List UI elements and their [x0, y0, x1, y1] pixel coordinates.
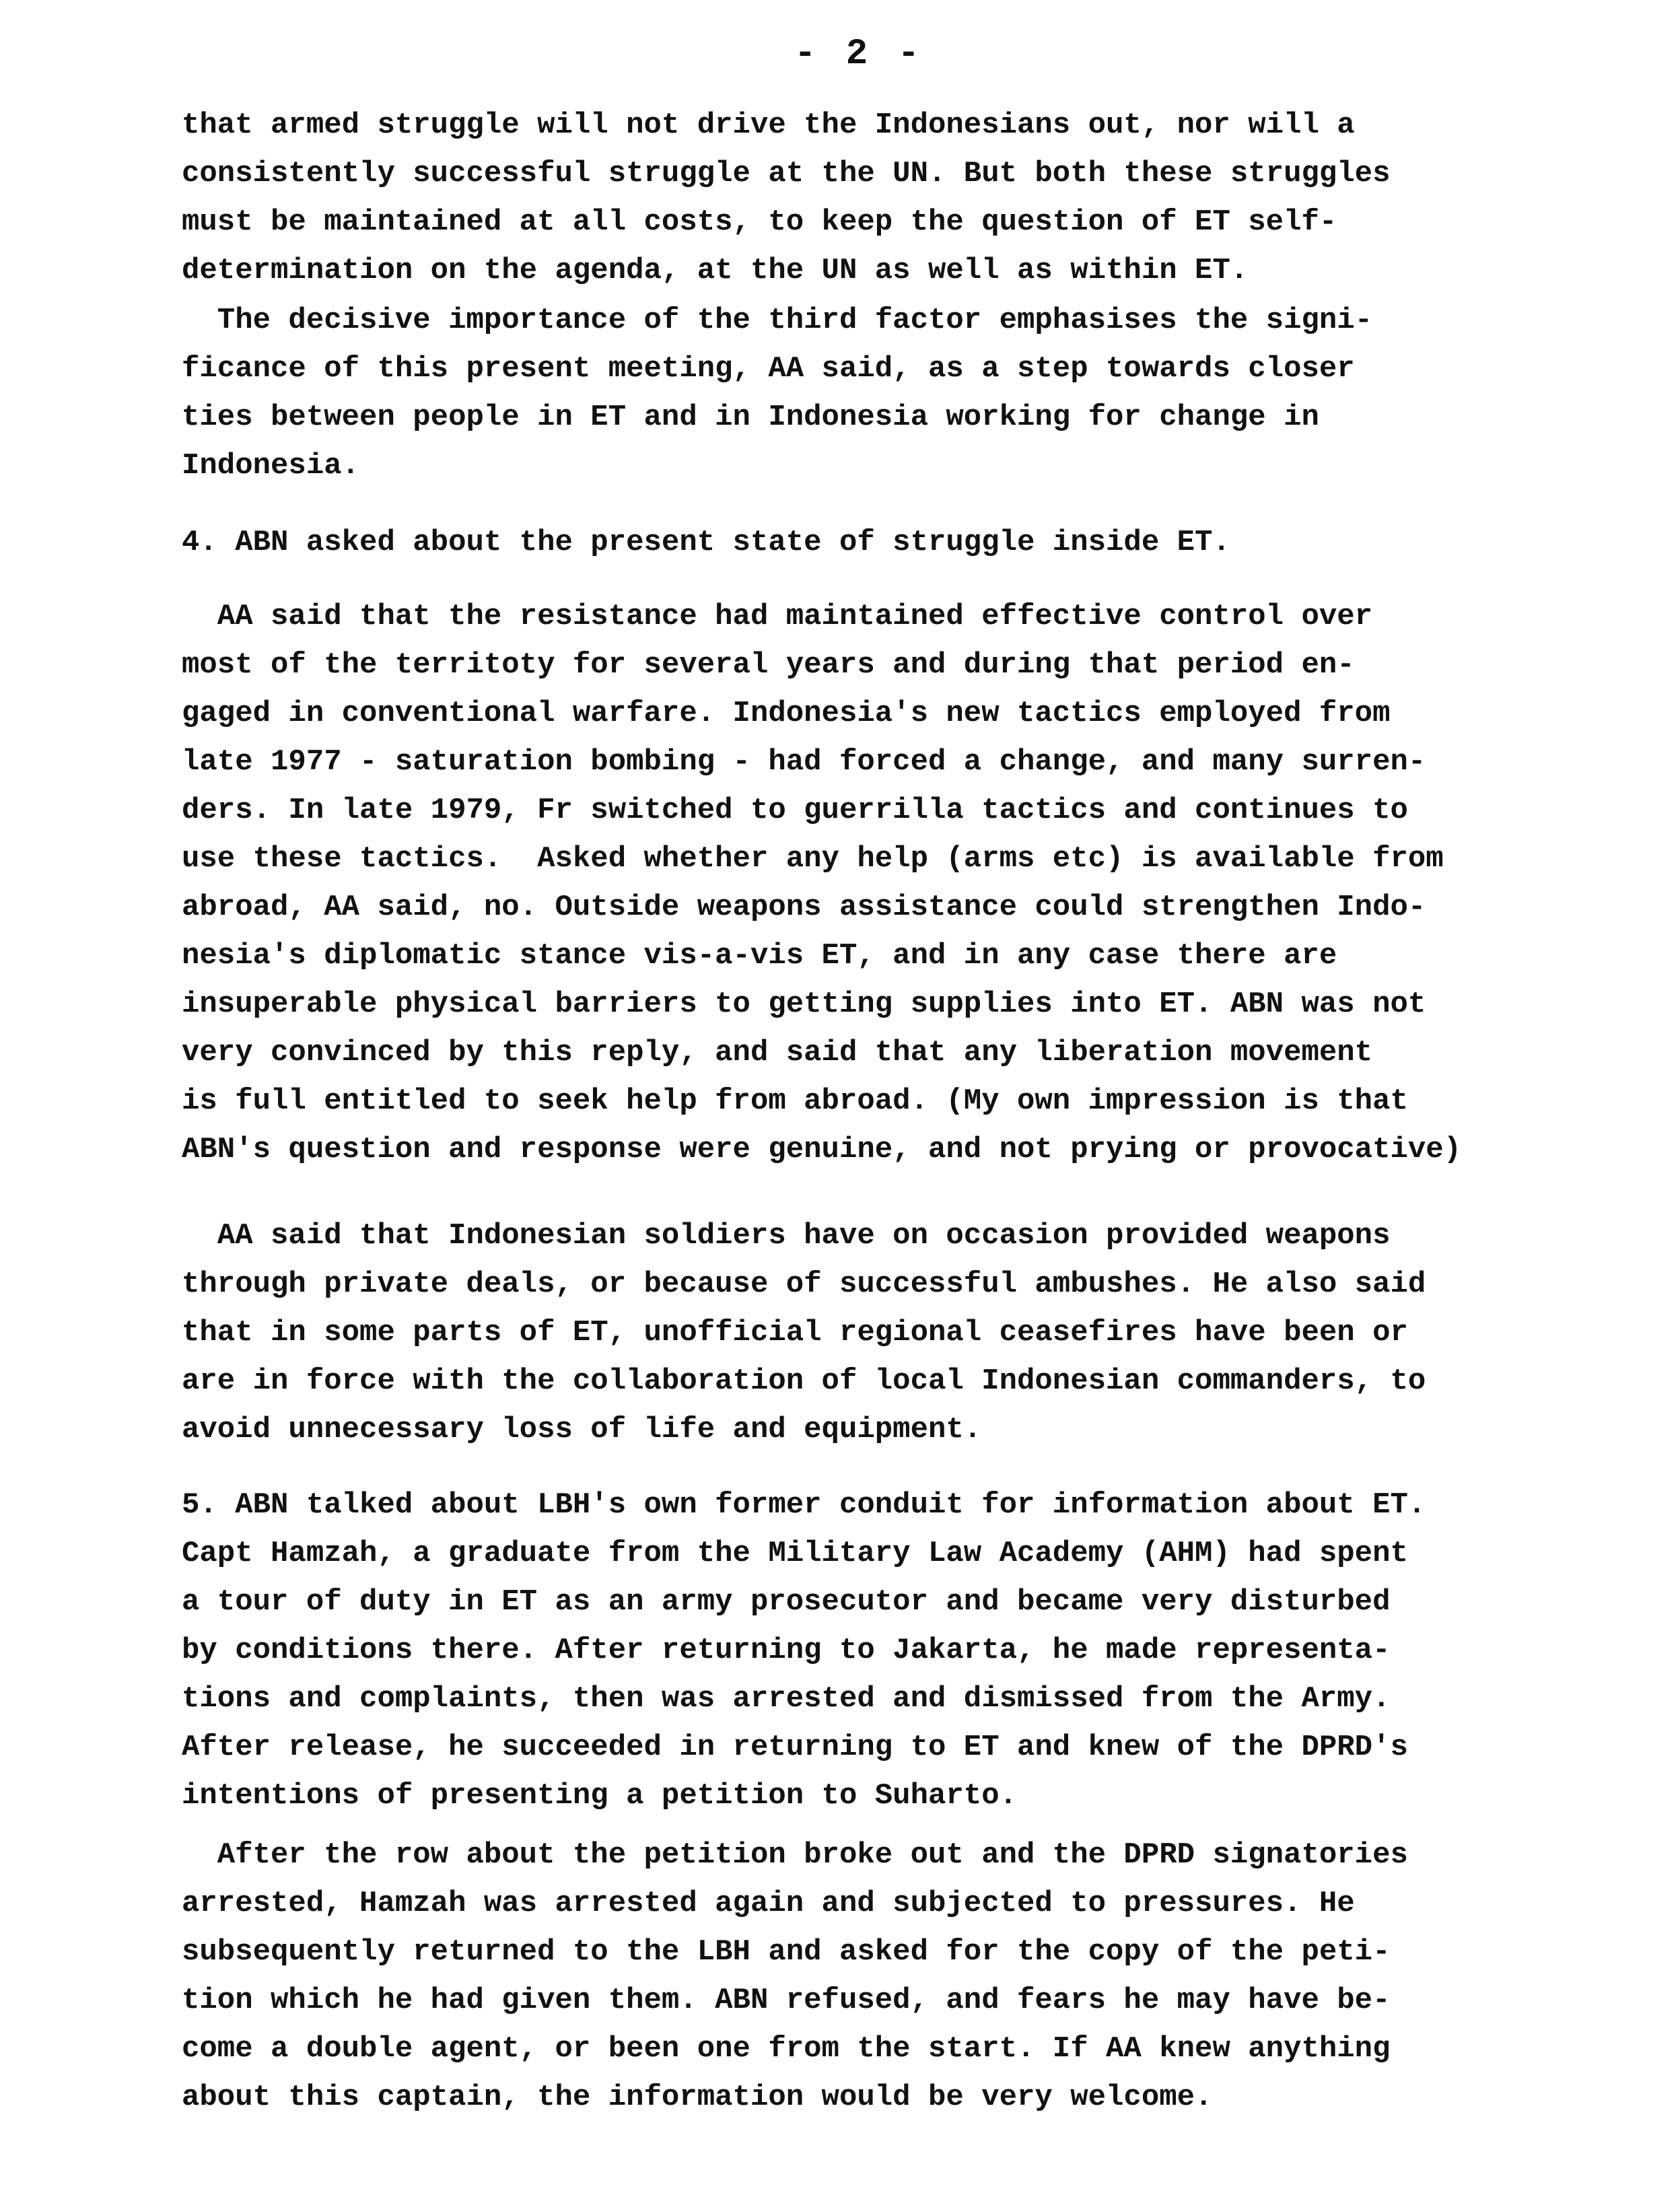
paragraph-third-factor [182, 296, 1649, 490]
text-line: ders. In late 1979, Fr switched to guerrilla tactics and continues to [182, 794, 1408, 827]
text-line: The decisive importance of the third factor emphasises the signi- [182, 304, 1373, 337]
text-line: intentions of presenting a petition to Suharto. [182, 1779, 1018, 1813]
text-line: avoid unnecessary loss of life and equipment. [182, 1413, 982, 1446]
text-line: consistently successful struggle at the UN. But both these struggles [182, 157, 1391, 190]
paragraph-continuation [182, 101, 1649, 295]
text-line: AA said that the resistance had maintained effective control over [182, 600, 1373, 633]
text-line: ficance of this present meeting, AA said, as a step towards closer [182, 352, 1355, 386]
paragraph-petition [182, 1831, 1649, 2122]
text-line: use these tactics. Asked whether any help (arms etc) is available from [182, 842, 1444, 876]
text-line: through private deals, or because of successful ambushes. He also said [182, 1267, 1426, 1301]
text-line: AA said that Indonesian soldiers have on occasion provided weapons [182, 1219, 1391, 1253]
text-line: Capt Hamzah, a graduate from the Military Law Academy (AHM) had spent [182, 1537, 1408, 1570]
text-line: are in force with the collaboration of local Indonesian commanders, to [182, 1364, 1426, 1398]
paragraph-item-5 [182, 1481, 1649, 1820]
text-line: very convinced by this reply, and said that any liberation movement [182, 1036, 1373, 1070]
text-line: tions and complaints, then was arrested and dismissed from the Army. [182, 1682, 1391, 1716]
text-line: After release, he succeeded in returning to ET and knew of the DPRD's [182, 1731, 1408, 1764]
text-line: nesia's diplomatic stance vis-a-vis ET, and in any case there are [182, 939, 1337, 973]
text-line: insuperable physical barriers to getting supplies into ET. ABN was not [182, 987, 1426, 1021]
text-line: Indonesia. [182, 449, 360, 483]
text-line: tion which he had given them. ABN refused, and fears he may have be- [182, 1984, 1391, 2017]
text-line: After the row about the petition broke out and the DPRD signatories [182, 1838, 1408, 1872]
text-line: about this captain, the information would be very welcome. [182, 2081, 1213, 2114]
text-line: subsequently returned to the LBH and asked for the copy of the peti- [182, 1935, 1391, 1969]
text-line: is full entitled to seek help from abroad. (My own impression is that [182, 1084, 1408, 1118]
paragraph-weapons [182, 1212, 1649, 1454]
text-line: late 1977 - saturation bombing - had forced a change, and many surren- [182, 745, 1426, 779]
page-number: - 2 - [794, 34, 924, 75]
text-line: ties between people in ET and in Indonesia working for change in [182, 400, 1319, 434]
text-line: 4. ABN asked about the present state of struggle inside ET. [182, 526, 1230, 559]
text-line: determination on the agenda, at the UN as well as within ET. [182, 254, 1249, 287]
text-line: most of the territoty for several years and during that period en- [182, 648, 1355, 682]
paragraph-item-4 [182, 518, 1649, 567]
text-line: ABN's question and response were genuine, and not prying or provocative) [182, 1133, 1462, 1166]
text-line: arrested, Hamzah was arrested again and subjected to pressures. He [182, 1887, 1355, 1920]
text-line: that in some parts of ET, unofficial regional ceasefires have been or [182, 1316, 1408, 1350]
text-line: abroad, AA said, no. Outside weapons assistance could strengthen Indo- [182, 890, 1426, 924]
text-line: must be maintained at all costs, to keep the question of ET self- [182, 205, 1337, 239]
text-line: come a double agent, or been one from the start. If AA knew anything [182, 2032, 1391, 2066]
paragraph-resistance [182, 592, 1649, 1174]
text-line: by conditions there. After returning to Jakarta, he made representa- [182, 1634, 1391, 1667]
text-line: 5. ABN talked about LBH's own former conduit for information about ET. [182, 1488, 1426, 1522]
text-line: a tour of duty in ET as an army prosecutor and became very disturbed [182, 1585, 1391, 1619]
text-line: that armed struggle will not drive the Indonesians out, nor will a [182, 108, 1355, 142]
text-line: gaged in conventional warfare. Indonesia's new tactics employed from [182, 697, 1391, 730]
